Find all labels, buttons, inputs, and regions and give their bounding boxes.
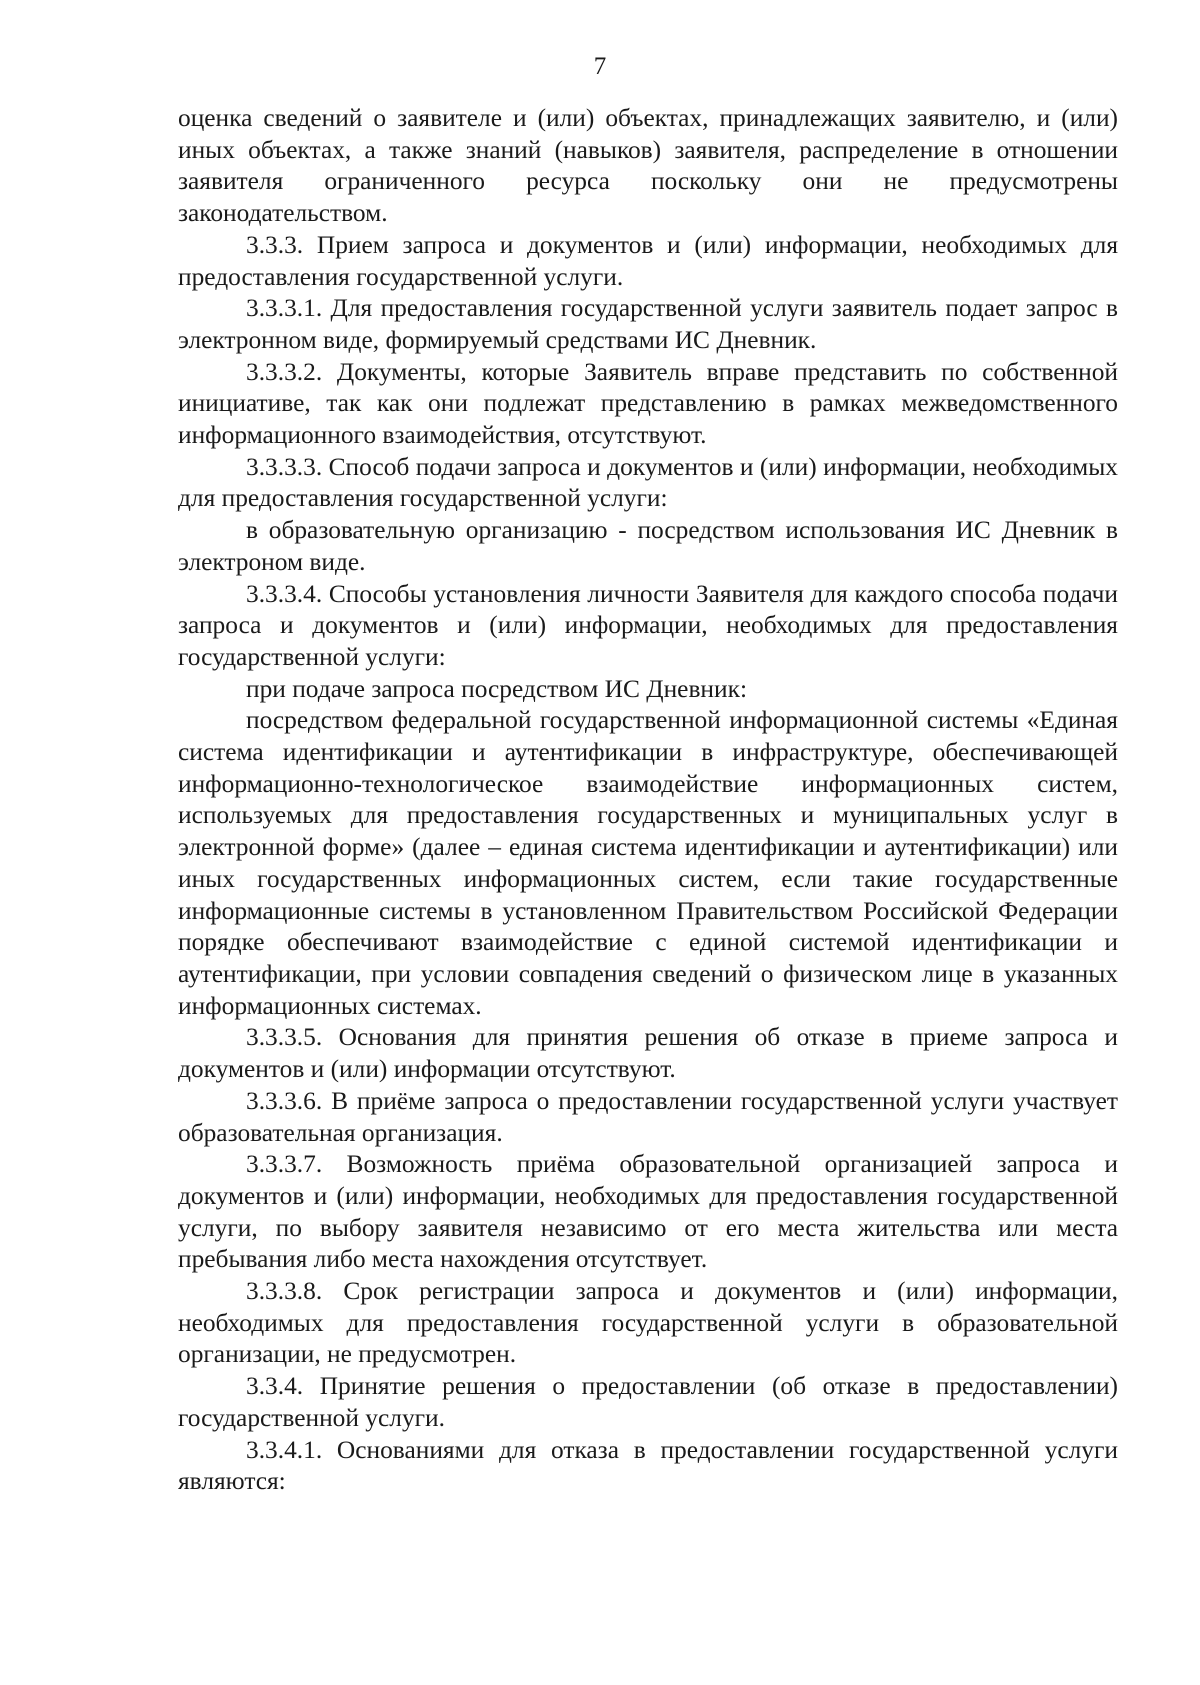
- paragraph-3-3-4-1: 3.3.4.1. Основаниями для отказа в предоставлении государственной услуги являются:: [178, 1435, 1118, 1496]
- paragraph-submission-method: в образовательную организацию - посредством использования ИС Дневник в электроном виде.: [178, 516, 1118, 576]
- paragraph-3-3-3: 3.3.3. Прием запроса и документов и (или) информации, необходимых для предоставления государственной услуги.: [178, 230, 1118, 291]
- paragraph-3-3-3-2: 3.3.3.2. Документы, которые Заявитель вправе представить по собственной инициативе, так как они подлежат представлению в рамках межведомственного информационного взаимодействия, отсутствуют.: [178, 357, 1118, 450]
- paragraph-esia-identification: посредством федеральной государственной информационной системы «Единая система идентификации и аутентификации в инфраструктуре, обеспечивающей информационно-технологическое взаимодействие информационных систем, используемых для предоставления государственных и муниципальных услуг в электронной форме» (далее – единая система идентификации и аутентификации) или иных государственных информационных систем, если такие государственные информационные системы в установленном Правительством Российской Федерации порядке обеспечивают взаимодействие с единой системой идентификации и аутентификации, при условии совпадения сведений о физическом лице в указанных информационных системах.: [178, 706, 1118, 1020]
- paragraph-3-3-3-3: 3.3.3.3. Способ подачи запроса и документов и (или) информации, необходимых для предоставления государственной услуги:: [178, 452, 1118, 513]
- paragraph-3-3-3-6: 3.3.3.6. В приёме запроса о предоставлении государственной услуги участвует образовательная организация.: [178, 1086, 1118, 1147]
- document-body: [178, 103, 1118, 1498]
- paragraph-intro-continuation: оценка сведений о заявителе и (или) объектах, принадлежащих заявителю, и (или) иных объектах, а также знаний (навыков) заявителя, распределение в отношении заявителя ограниченного ресурса поскольку они не предусмотрены законодательством.: [178, 104, 1118, 228]
- paragraph-3-3-3-5: 3.3.3.5. Основания для принятия решения об отказе в приеме запроса и документов и (или) информации отсутствуют.: [178, 1023, 1118, 1084]
- paragraph-is-dnevnik-submission: при подаче запроса посредством ИС Дневник:: [246, 674, 747, 703]
- paragraph-3-3-3-8: 3.3.3.8. Срок регистрации запроса и документов и (или) информации, необходимых для предоставления государственной услуги в образовательной организации, не предусмотрен.: [178, 1277, 1118, 1369]
- paragraph-3-3-4: 3.3.4. Принятие решения о предоставлении (об отказе в предоставлении) государственной услуги.: [178, 1372, 1118, 1432]
- page-number: 7: [593, 53, 607, 80]
- paragraph-3-3-3-7: 3.3.3.7. Возможность приёма образовательной организацией запроса и документов и (или) информации, необходимых для предоставления государственной услуги, по выбору заявителя независимо от его места жительства или места пребывания либо места нахождения отсутствует.: [178, 1150, 1118, 1274]
- paragraph-3-3-3-4: 3.3.3.4. Способы установления личности Заявителя для каждого способа подачи запроса и документов и (или) информации, необходимых для предоставления государственной услуги:: [178, 579, 1118, 671]
- paragraph-3-3-3-1: 3.3.3.1. Для предоставления государственной услуги заявитель подает запрос в электронном виде, формируемый средствами ИС Дневник.: [178, 294, 1118, 354]
